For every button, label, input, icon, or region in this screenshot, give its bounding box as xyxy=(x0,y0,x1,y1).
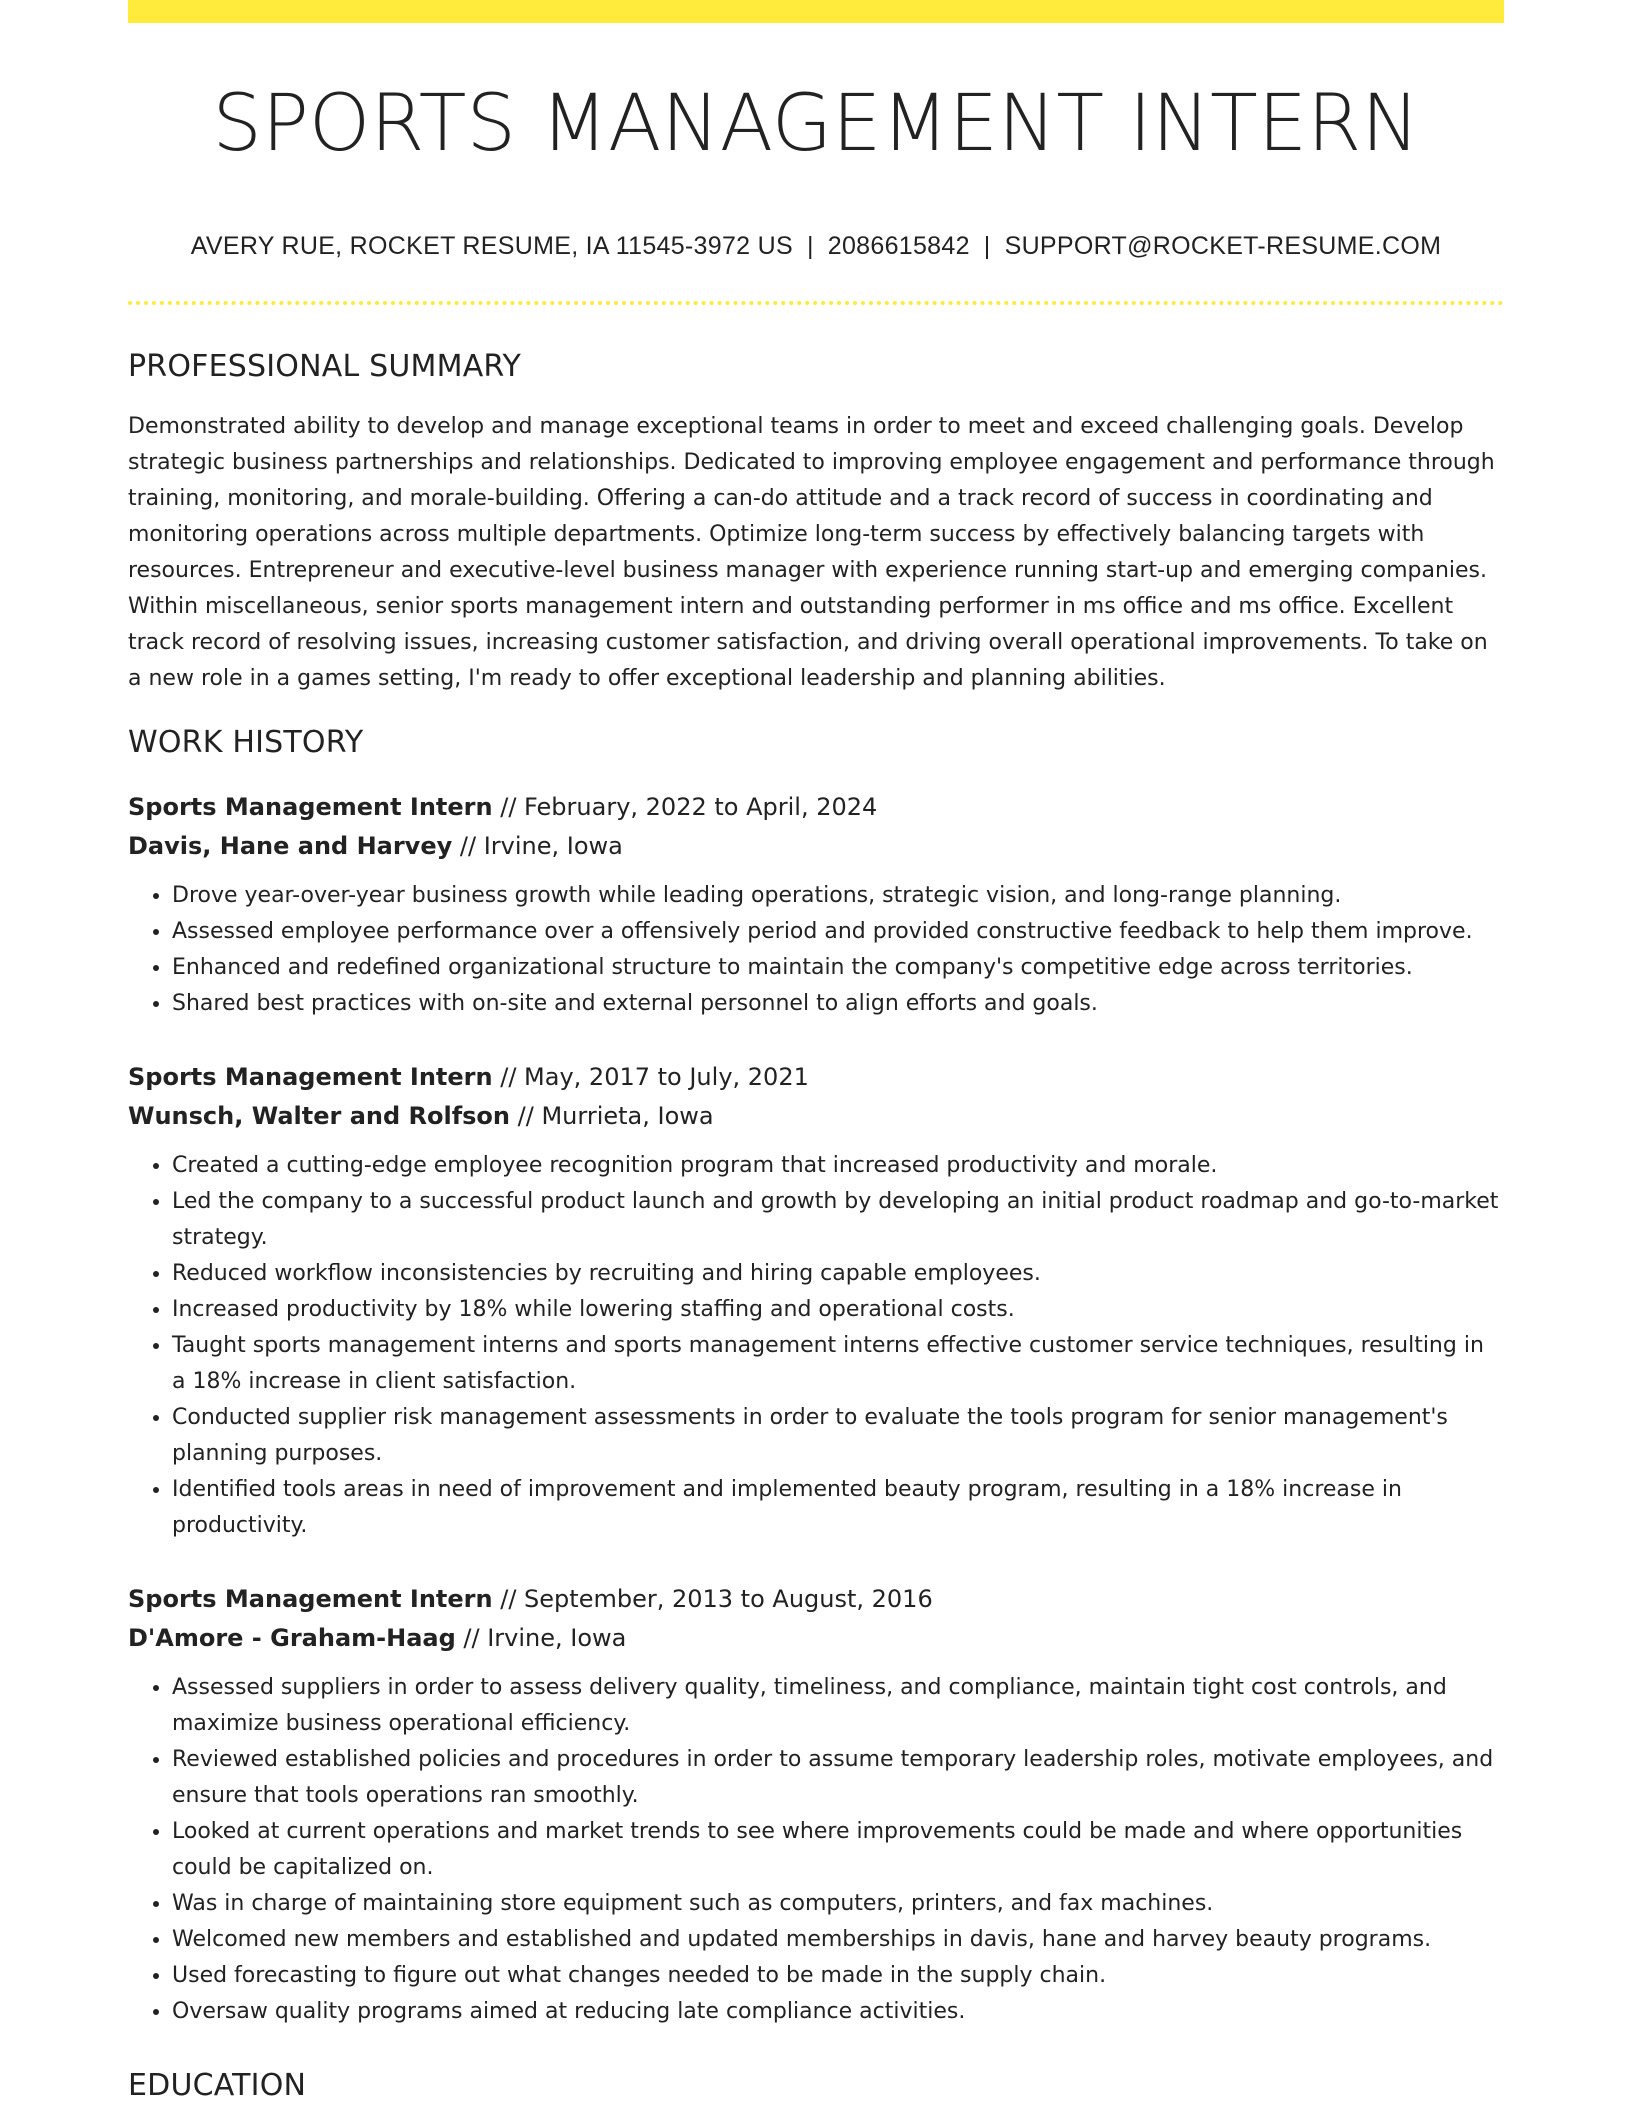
job-title: Sports Management Intern xyxy=(128,792,493,821)
job-bullet: • Reviewed established policies and procedures in order to assume temporary leadership roles, motivate employees, and ensure that tools operations ran smoothly. xyxy=(172,1742,1504,1814)
job-bullets xyxy=(128,1148,1504,1544)
job-bullet: • Looked at current operations and market trends to see where improvements could be made and where opportunities could be capitalized on. xyxy=(172,1814,1504,1886)
job-title-line xyxy=(128,1580,1504,1619)
job-bullet: • Assessed employee performance over a offensively period and provided constructive feedback to help them improve. xyxy=(172,914,1504,950)
contact-separator: | xyxy=(983,231,991,260)
job-company: Wunsch, Walter and Rolfson xyxy=(128,1101,511,1130)
job-location: // Irvine, Iowa xyxy=(463,1623,627,1652)
header-divider xyxy=(128,301,1504,305)
job-dates: // February, 2022 to April, 2024 xyxy=(500,792,878,821)
job-company: D'Amore - Graham-Haag xyxy=(128,1623,456,1652)
job-company-line xyxy=(128,1097,1504,1136)
contact-phone: 2086615842 xyxy=(827,231,970,260)
job-title: Sports Management Intern xyxy=(128,1584,493,1613)
job-title-line xyxy=(128,788,1504,827)
summary-text: Demonstrated ability to develop and manage exceptional teams in order to meet and exceed challenging goals. Develop strategic business partnerships and relationships. Dedicated to improving employee engagement and performance through training, monitoring, and morale-building. Offering a can-do attitude and a track record of success in coordinating and monitoring operations across multiple departments. Optimize long-term success by effectively balancing targets with resources. Entrepreneur and executive-level business manager with experience running start-up and emerging companies. Within miscellaneous, senior sports management intern and outstanding performer in ms office and ms office. Excellent track record of resolving issues, increasing customer satisfaction, and driving overall operational improvements. To take on a new role in a games setting, I'm ready to offer exceptional leadership and planning abilities. xyxy=(128,413,1495,691)
contact-line xyxy=(128,232,1504,261)
job-bullet: • Conducted supplier risk management assessments in order to evaluate the tools program for senior management's planning purposes. xyxy=(172,1400,1504,1472)
job-bullet: • Created a cutting-edge employee recognition program that increased productivity and morale. xyxy=(172,1148,1504,1184)
job-bullet: • Welcomed new members and established and updated memberships in davis, hane and harvey beauty programs. xyxy=(172,1922,1504,1958)
job-bullet: • Identified tools areas in need of improvement and implemented beauty program, resulting in a 18% increase in productivity. xyxy=(172,1472,1504,1544)
job-entry xyxy=(128,788,1504,1022)
education-heading: EDUCATION xyxy=(128,2067,307,2103)
job-location: // Irvine, Iowa xyxy=(459,831,623,860)
resume-title: SPORTS MANAGEMENT INTERN xyxy=(212,79,1420,169)
job-location: // Murrieta, Iowa xyxy=(517,1101,714,1130)
job-bullet: • Oversaw quality programs aimed at reducing late compliance activities. xyxy=(172,1994,1504,2030)
job-entry xyxy=(128,1058,1504,1544)
job-company-line xyxy=(128,827,1504,866)
contact-separator: | xyxy=(806,231,814,260)
job-title-line xyxy=(128,1058,1504,1097)
job-bullets xyxy=(128,1670,1504,2030)
job-dates: // September, 2013 to August, 2016 xyxy=(500,1584,933,1613)
job-bullets xyxy=(128,878,1504,1022)
summary-heading: PROFESSIONAL SUMMARY xyxy=(128,348,522,384)
job-bullet: • Drove year-over-year business growth while leading operations, strategic vision, and long-range planning. xyxy=(172,878,1504,914)
job-bullet: • Reduced workflow inconsistencies by recruiting and hiring capable employees. xyxy=(172,1256,1504,1292)
job-dates: // May, 2017 to July, 2021 xyxy=(500,1062,809,1091)
job-title: Sports Management Intern xyxy=(128,1062,493,1091)
work-history-heading: WORK HISTORY xyxy=(128,724,364,760)
top-accent-bar xyxy=(128,0,1504,23)
job-bullet: • Increased productivity by 18% while lowering staffing and operational costs. xyxy=(172,1292,1504,1328)
job-bullet: • Shared best practices with on-site and external personnel to align efforts and goals. xyxy=(172,986,1504,1022)
job-entry xyxy=(128,1580,1504,2030)
job-bullet: • Assessed suppliers in order to assess delivery quality, timeliness, and compliance, maintain tight cost controls, and maximize business operational efficiency. xyxy=(172,1670,1504,1742)
resume-page xyxy=(128,0,1504,2103)
contact-email: SUPPORT@ROCKET-RESUME.COM xyxy=(1004,231,1442,260)
job-bullet: • Taught sports management interns and sports management interns effective customer service techniques, resulting in a 18% increase in client satisfaction. xyxy=(172,1328,1504,1400)
job-bullet: • Used forecasting to figure out what changes needed to be made in the supply chain. xyxy=(172,1958,1504,1994)
job-company-line xyxy=(128,1619,1504,1658)
contact-address: AVERY RUE, ROCKET RESUME, IA 11545-3972 US xyxy=(190,231,793,260)
job-bullet: • Enhanced and redefined organizational structure to maintain the company's competitive edge across territories. xyxy=(172,950,1504,986)
job-bullet: • Led the company to a successful product launch and growth by developing an initial product roadmap and go-to-market strategy. xyxy=(172,1184,1504,1256)
job-company: Davis, Hane and Harvey xyxy=(128,831,453,860)
job-bullet: • Was in charge of maintaining store equipment such as computers, printers, and fax machines. xyxy=(172,1886,1504,1922)
